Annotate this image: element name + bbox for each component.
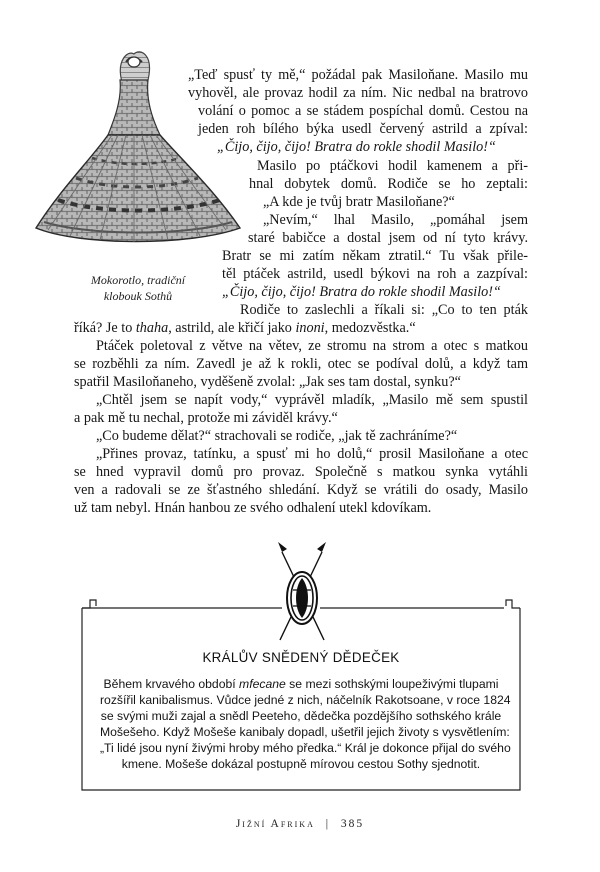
story-line: „Teď spusť ty mě,“ požádal pak Masiloňane. Masilo mu: [188, 67, 528, 83]
story-line: hnal dobytek domů. Rodiče se ho zeptali:: [249, 176, 528, 192]
story-line: staré babičce a dostal jsem od ní tyto krávy.: [248, 230, 528, 246]
sidebar-line: [100, 676, 502, 692]
story-line: „Čijo, čijo, čijo! Bratra do rokle shodil Masilo!“: [217, 139, 496, 155]
story-line: volání o pomoc a se stádem pospíchal domů. Cestou na: [198, 103, 528, 119]
text-run: Během krvavého období: [103, 677, 240, 691]
text-run: , astrild, ale křičí jako: [168, 320, 296, 336]
sidebar-line: se svými muži zajal a snědl Peeteho, dědečka pozdějšího sothského krále: [100, 709, 502, 723]
story-line: [74, 319, 416, 337]
page-number: 385: [340, 818, 365, 830]
story-line: „Co budeme dělat?“ strachovali se rodiče, „jak tě zachráníme?“: [96, 428, 458, 444]
story-line: už tam nebyl. Hnán hanbou ze svého odhalení utekl kdovíkam.: [74, 500, 432, 516]
shield-spears-icon: [270, 540, 334, 648]
story-line: Masilo po ptáčkovi hodil kamenem a při-: [257, 158, 528, 174]
story-line: „A kde je tvůj bratr Masiloňane?“: [263, 194, 455, 210]
story-line: „Přines provaz, tatínku, a spusť mi ho dolů,“ prosil Masiloňane a otec: [96, 446, 528, 462]
term-inoni: inoni: [295, 320, 325, 336]
story-line: Rodiče to zaslechli a říkali si: „Co to ten pták: [240, 302, 528, 318]
sidebar-title: KRÁLŮV SNĚDENÝ DĚDEČEK: [202, 650, 400, 665]
sidebar-line: Mošešeho. Když Mošeše kanibaly dopadl, ušetřil jejich životy s vysvětlením:: [100, 725, 510, 739]
story-line: se rozběhli za ním. Zavedl je až k rokli, otec se podíval dolů, a když tam: [74, 356, 528, 372]
sidebar-line: kmene. Mošeše dokázal postupně mírovou cestou Sothy sjednotit.: [121, 757, 481, 771]
text-run: , medozvěstka.“: [324, 320, 416, 336]
running-head: Jižní Afrika: [235, 818, 315, 830]
footer-separator: |: [325, 818, 331, 830]
story-line: se hned vypravil domů pro provaz. Společně s matkou synka vytáhli: [74, 464, 528, 480]
story-line: jeden roh bílého býka usedl červený astrild a zpíval:: [198, 121, 528, 137]
story-line: spatřil Masiloňaneho, vyděšeně zvolal: „Jak ses tam dostal, synku?“: [74, 374, 461, 390]
story-line: „Nevím,“ lhal Masilo, „pomáhal jsem: [263, 212, 528, 228]
caption-line: klobouk Sothů: [103, 289, 173, 303]
story-line: Ptáček poletoval z větve na větev, ze stromu na strom a otec s matkou: [96, 338, 528, 354]
page-footer: [0, 818, 600, 830]
sidebar-line: rozšířil kanibalismus. Vůdce jedné z nich, náčelník Rakotsoane, v roce 1824: [100, 693, 511, 707]
term-mfecane: mfecane: [239, 677, 286, 691]
story-line: a pak mě tu nechal, protože mi záviděl krávy.“: [74, 410, 338, 426]
sidebar-line: „Ti lidé jsou nyní živými hroby mého předka.“ Král je dokonce přijal do svého: [100, 741, 511, 755]
story-line: těl ptáček astrild, usedl býkovi na roh a zazpíval:: [222, 266, 528, 282]
story-line: vyhověl, ale provaz hodil za ním. Nic nedbal na bratrovo: [188, 85, 528, 101]
text-run: říká? Je to: [74, 320, 136, 336]
term-thaha: thaha: [135, 320, 169, 336]
caption-line: Mokorotlo, tradiční: [90, 273, 186, 287]
story-line: Bratr se mi zatím někam ztratil.“ Tu však přile-: [222, 248, 528, 264]
story-line: „Chtěl jsem se napít vody,“ vyprávěl mladík, „Masilo mě sem spustil: [96, 392, 528, 408]
story-line: ven a radovali se ze šťastného shledání. Když se vrátili do osady, Masilo: [74, 482, 528, 498]
text-run: se mezi sothskými loupeživými tlupami: [285, 677, 499, 691]
story-line: „Čijo, čijo, čijo! Bratra do rokle shodil Masilo!“: [222, 284, 501, 300]
figure-caption: [68, 272, 208, 304]
